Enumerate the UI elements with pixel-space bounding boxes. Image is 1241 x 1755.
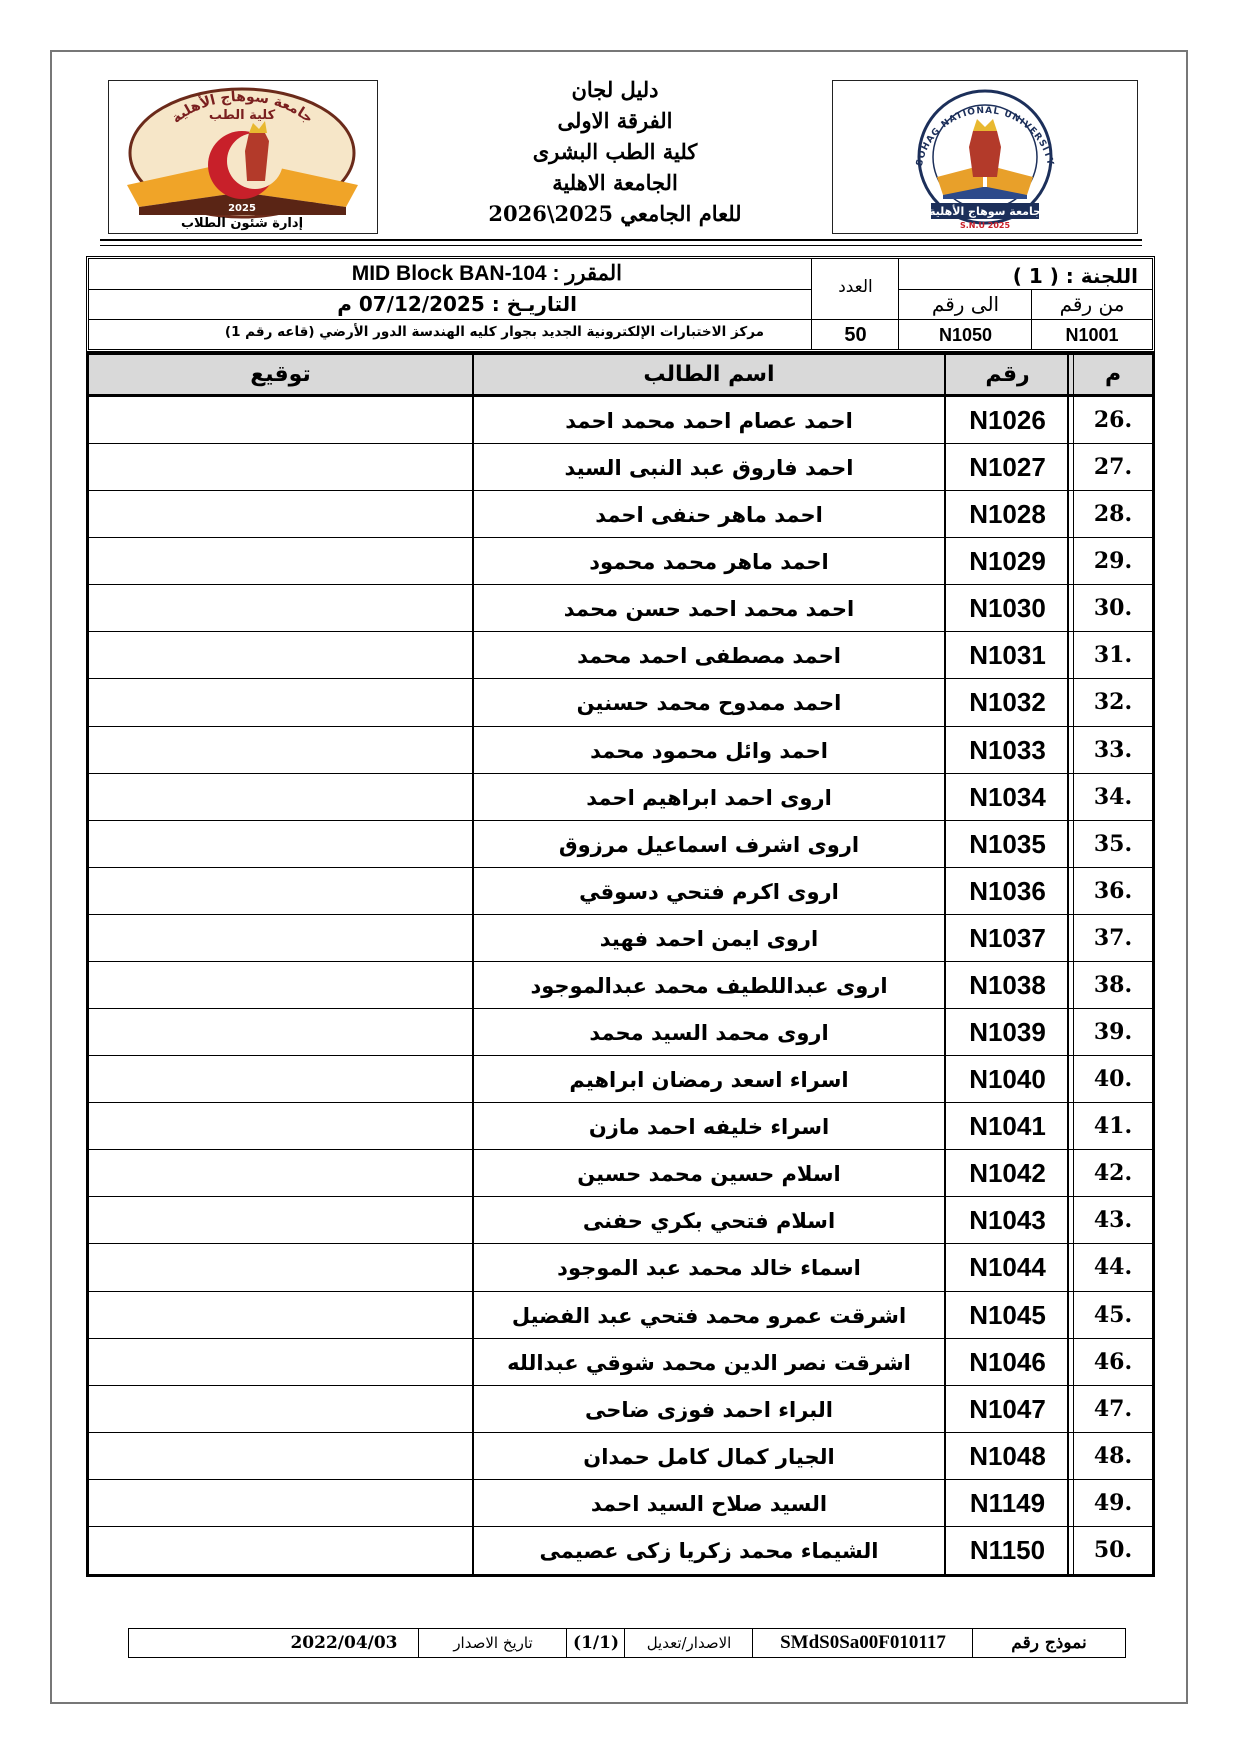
row-index: 26. [1093,407,1133,433]
table-row [89,538,1152,585]
signature-cell[interactable] [89,1386,472,1432]
signature-cell[interactable] [89,774,472,820]
student-name: احمد مصطفى احمد محمد [577,644,841,669]
table-row [89,868,1152,915]
table-row [89,1056,1152,1103]
table-row [89,915,1152,962]
student-id: N1036 [969,875,1046,906]
student-id: N1149 [969,1487,1046,1518]
row-index: 30. [1093,595,1133,622]
student-name: اسلام فتحي بكري حفنى [582,1209,836,1234]
student-id: N1032 [969,687,1046,718]
title-line: للعام الجامعي 2025\2026 [488,201,742,226]
table-row [89,1150,1152,1197]
table-row [89,1244,1152,1291]
faculty-logo [108,80,378,234]
svg-text:2025: 2025 [228,203,256,214]
row-index: 48. [1093,1442,1133,1469]
table-row [89,1527,1152,1574]
course-label: المقرر : MID Block BAN-104 [351,262,622,285]
signature-cell[interactable] [89,397,472,443]
signature-cell[interactable] [89,727,472,773]
university-logo [832,80,1138,234]
row-index: 29. [1093,548,1133,575]
info-divider [898,259,899,349]
student-name: اروى احمد ابراهيم احمد [586,785,832,810]
header-divider [100,239,1142,246]
issue-date-value: 2022/04/03 [290,1633,398,1653]
signature-cell[interactable] [89,632,472,678]
table-row [89,962,1152,1009]
count-label: العدد [838,277,873,297]
row-index: 49. [1093,1489,1133,1516]
row-index: 27. [1093,454,1133,481]
student-id: N1048 [969,1440,1046,1471]
table-row [89,1339,1152,1386]
header-id: رقم [985,362,1030,387]
student-id: N1027 [969,452,1046,483]
student-name: اسماء خالد محمد عبد الموجود [557,1256,861,1281]
signature-cell[interactable] [89,1009,472,1055]
student-id: N1030 [969,593,1046,624]
svg-text:إدارة شئون الطلاب: إدارة شئون الطلاب [180,216,304,231]
table-row [89,679,1152,726]
table-row [89,585,1152,632]
student-id: N1034 [969,781,1046,812]
title-line: الفرقة الاولى [557,108,673,133]
student-name: احمد عصام احمد محمد احمد [565,409,853,433]
row-index: 41. [1093,1113,1133,1140]
student-id: N1039 [969,1017,1046,1048]
signature-cell[interactable] [89,1150,472,1196]
student-name: اشرقت نصر الدين محمد شوقي عبدالله [507,1350,911,1375]
student-id: N1040 [969,1064,1046,1095]
signature-cell[interactable] [89,962,472,1008]
student-id: N1044 [969,1252,1046,1283]
row-index: 35. [1093,830,1133,857]
from-label: من رقم [1059,292,1125,316]
table-row [89,1433,1152,1480]
row-index: 36. [1093,877,1133,904]
student-id: N1035 [969,828,1046,859]
row-index: 47. [1093,1395,1133,1422]
student-id: N1037 [969,922,1046,953]
signature-cell[interactable] [89,491,472,537]
student-name: اروى عبداللطيف محمد عبدالموجود [530,973,888,998]
signature-cell[interactable] [89,868,472,914]
student-name: اسلام حسين محمد حسين [577,1162,841,1187]
student-id: N1041 [969,1111,1046,1142]
student-name: اروى محمد السيد محمد [589,1021,829,1046]
row-index: 38. [1093,971,1133,998]
student-id: N1029 [969,546,1046,577]
signature-cell[interactable] [89,444,472,490]
title-line: كلية الطب البشرى [532,139,698,164]
count-value: 50 [844,324,867,346]
to-value: N1050 [938,325,993,345]
signature-cell[interactable] [89,679,472,725]
signature-cell[interactable] [89,1480,472,1526]
form-footer [128,1628,1126,1658]
row-index: 33. [1093,736,1133,763]
signature-cell[interactable] [89,1197,472,1243]
student-name: اشرقت عمرو محمد فتحي عبد الفضيل [511,1303,907,1328]
info-divider [89,319,1152,320]
signature-cell[interactable] [89,915,472,961]
form-number-label: نموذج رقم [1011,1633,1087,1653]
table-row [89,774,1152,821]
svg-text:S.N.U 2025: S.N.U 2025 [959,221,1011,230]
student-id: N1043 [969,1205,1046,1236]
student-name: اروى اشرف اسماعيل مرزوق [558,832,860,857]
table-row [89,727,1152,774]
student-name: اروى ايمن احمد فهيد [599,926,819,951]
student-id: N1026 [969,405,1046,435]
student-id: N1042 [969,1158,1046,1189]
row-index: 28. [1093,501,1133,528]
student-id: N1047 [969,1393,1046,1424]
signature-cell[interactable] [89,585,472,631]
student-id: N1150 [969,1534,1046,1565]
signature-cell[interactable] [89,1339,472,1385]
issue-date-label: تاريخ الاصدار [453,1634,533,1652]
row-index: 42. [1093,1160,1133,1187]
table-row [89,491,1152,538]
table-header [89,355,1152,397]
student-name: الجيار كمال كامل حمدان [583,1444,835,1469]
to-label: الى رقم [931,292,1000,316]
signature-cell[interactable] [89,821,472,867]
svg-text:SOHAG NATIONAL UNIVERSITY: SOHAG NATIONAL UNIVERSITY [914,105,1056,168]
signature-cell[interactable] [89,1433,472,1479]
student-name: الشيماء محمد زكريا زكى عصيمى [539,1538,879,1563]
row-index: 50. [1093,1536,1133,1563]
university-emblem-icon [833,81,1136,232]
student-id: N1031 [969,640,1046,671]
table-row [89,397,1152,444]
committee-label: اللجنة : ( 1 ) [1012,264,1138,288]
row-index: 31. [1093,642,1133,669]
signature-cell[interactable] [89,1527,472,1574]
student-name: اروى اكرم فتحي دسوقي [579,879,839,904]
info-divider [89,289,812,290]
table-body [89,397,1152,1574]
header-name: اسم الطالب [643,362,775,387]
row-index: 43. [1093,1207,1133,1234]
faculty-emblem-icon [109,81,376,232]
student-name: احمد ماهر حنفى احمد [595,503,823,528]
svg-text:كلية الطب: كلية الطب [208,108,276,123]
exam-info-table [86,256,1155,352]
row-index: 32. [1093,689,1133,716]
signature-cell[interactable] [89,1292,472,1338]
signature-cell[interactable] [89,538,472,584]
student-name: احمد وائل محمود محمد [590,738,828,763]
student-name: احمد فاروق عبد النبى السيد [564,456,854,481]
student-id: N1046 [969,1346,1046,1377]
table-row [89,1386,1152,1433]
table-row [89,444,1152,491]
student-name: احمد ماهر محمد محمود [589,550,829,575]
row-index: 44. [1093,1254,1133,1281]
student-id: N1033 [969,734,1046,765]
header-index: م [1104,362,1122,387]
student-id: N1045 [969,1299,1046,1330]
student-name: اسراء خليفه احمد مازن [588,1115,830,1140]
students-table [86,352,1155,1577]
row-index: 34. [1093,783,1133,810]
table-row [89,821,1152,868]
student-name: السيد صلاح السيد احمد [590,1491,828,1516]
from-value: N1001 [1065,325,1119,345]
table-row [89,1103,1152,1150]
exam-date: التاريـخ : 07/12/2025 م [337,292,577,316]
row-index: 37. [1093,924,1133,951]
student-name: اسراء اسعد رمضان ابراهيم [569,1068,849,1093]
header-signature: توقيع [250,362,311,387]
row-index: 46. [1093,1348,1133,1375]
svg-text:جامعة سوهاج الأهلية: جامعة سوهاج الأهلية [928,205,1042,218]
student-name: احمد ممدوح محمد حسنين [576,691,842,716]
row-index: 45. [1093,1301,1133,1328]
table-row [89,1292,1152,1339]
student-id: N1038 [969,969,1046,1000]
info-divider [811,259,812,349]
table-row [89,1009,1152,1056]
row-index: 39. [1093,1019,1133,1046]
student-name: البراء احمد فوزى ضاحى [585,1397,833,1422]
table-row [89,1480,1152,1527]
document-title [420,74,810,229]
row-index: 40. [1093,1066,1133,1093]
title-line: دليل لجان [571,77,659,102]
svg-text:جامعة سوهاج الأهلية: جامعة سوهاج الأهلية [168,88,317,127]
table-row [89,632,1152,679]
exam-location: مركز الاختبارات الإلكترونية الجديد بجوار كليه الهندسة الدور الأرضي (قاعه رقم 1) [224,324,764,340]
signature-cell[interactable] [89,1244,472,1290]
signature-cell[interactable] [89,1056,472,1102]
edition-label: الاصدار/تعديل [646,1634,732,1652]
title-line: الجامعة الاهلية [552,170,678,195]
edition-value: (1/1) [573,1633,619,1653]
signature-cell[interactable] [89,1103,472,1149]
info-divider [899,289,1152,290]
table-row [89,1197,1152,1244]
form-number-value: SMdS0Sa00F010117 [780,1632,946,1653]
student-id: N1028 [969,499,1046,530]
student-name: احمد محمد احمد حسن محمد [563,597,855,622]
